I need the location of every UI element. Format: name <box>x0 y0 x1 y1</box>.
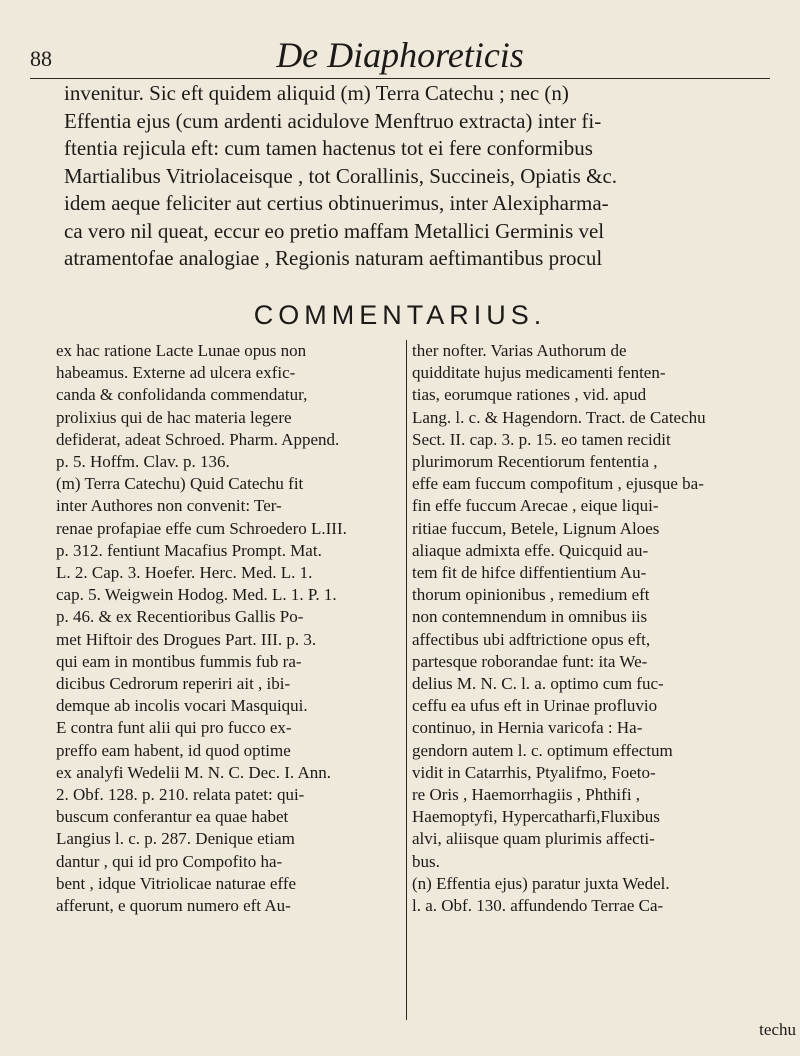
right-column-line: non contemnendum in omnibus iis <box>412 607 648 627</box>
right-column-line: Sect. II. cap. 3. p. 15. eo tamen recidit <box>412 429 671 449</box>
right-column-line: Haemoptyfi, Hypercatharfi,Fluxibus <box>412 807 660 827</box>
left-column-line: prolixius qui de hac materia legere <box>56 407 292 427</box>
left-column-line: defiderat, adeat Schroed. Pharm. Append. <box>56 429 340 449</box>
right-column-line: plurimorum Recentiorum fententia , <box>412 452 658 472</box>
left-column-line: dantur , qui id pro Compofito ha- <box>56 851 283 871</box>
page-header <box>30 10 770 75</box>
page-number: 88 <box>30 46 52 71</box>
left-column-line: E contra funt alii qui pro fucco ex- <box>56 718 292 738</box>
left-column-line: renae profapiae effe cum Schroedero L.III. <box>56 518 347 538</box>
right-column-line: partesque roborandae funt: ita We- <box>412 651 648 671</box>
left-column-line: habeamus. Externe ad ulcera exfic- <box>56 363 296 383</box>
left-column-line: ex analyfi Wedelii M. N. C. Dec. I. Ann. <box>56 762 331 782</box>
text-line: Effentia ejus (cum ardenti acidulove Menftruo extracta) inter fi- <box>64 108 602 133</box>
right-column-line: affectibus ubi adftrictione opus eft, <box>412 629 651 649</box>
right-column-line: delius M. N. C. l. a. optimo cum fuc- <box>412 674 664 694</box>
left-column-line: canda & confolidanda commendatur, <box>56 385 308 405</box>
text-line: ca vero nil queat, eccur eo pretio maffam Metallici Germinis vel <box>64 218 605 243</box>
catchword: techu <box>759 1020 796 1039</box>
right-column-line: quidditate hujus medicamenti fenten- <box>412 363 666 383</box>
right-column-line: gendorn autem l. c. optimum effectum <box>412 740 673 760</box>
right-column-line: vidit in Catarrhis, Ptyalifmo, Foeto- <box>412 762 656 782</box>
text-line: ftentia rejicula eft: cum tamen hactenus tot ei fere conformibus <box>64 136 593 160</box>
column-divider <box>406 340 407 1020</box>
right-column-line: tias, eorumque rationes , vid. apud <box>412 385 647 405</box>
right-column-line: (n) Effentia ejus) paratur juxta Wedel. <box>412 873 670 893</box>
left-column-line: p. 312. fentiunt Macafius Prompt. Mat. <box>56 540 322 560</box>
left-column-line: ex hac ratione Lacte Lunae opus non <box>56 341 307 360</box>
left-column-line: L. 2. Cap. 3. Hoefer. Herc. Med. L. 1. <box>56 563 313 583</box>
left-column-line: preffo eam habent, id quod optime <box>56 740 291 760</box>
text-line: Martialibus Vitriolaceisque , tot Corallinis, Succineis, Opiatis &c. <box>64 163 618 188</box>
right-column-line: bus. <box>412 851 440 871</box>
left-column-line: p. 5. Hoffm. Clav. p. 136. <box>56 452 230 472</box>
left-column-line: (m) Terra Catechu) Quid Catechu fit <box>56 474 304 494</box>
right-column-line: fin effe fuccum Arecae , eique liqui- <box>412 496 659 516</box>
left-column-line: inter Authores non convenit: Ter- <box>56 496 282 516</box>
section-title: COMMENTARIUS. <box>253 300 547 330</box>
right-column-line: Lang. l. c. & Hagendorn. Tract. de Catechu <box>412 407 706 427</box>
left-column-line: buscum conferantur ea quae habet <box>56 807 289 827</box>
left-column-line: dicibus Cedrorum reperiri ait , ibi- <box>56 674 291 694</box>
right-column-line: continuo, in Hernia varicofa : Ha- <box>412 718 643 738</box>
left-column-line: met Hiftoir des Drogues Part. III. p. 3. <box>56 629 317 649</box>
right-column-line: l. a. Obf. 130. affundendo Terrae Ca- <box>412 896 664 916</box>
right-column-line: thorum opinionibus , remedium eft <box>412 585 650 605</box>
left-column-line: 2. Obf. 128. p. 210. relata patet: qui- <box>56 785 305 805</box>
right-column-line: ceffu ea ufus eft in Urinae profluvio <box>412 696 658 716</box>
text-line: invenitur. Sic eft quidem aliquid (m) Terra Catechu ; nec (n) <box>64 81 569 105</box>
text-line: idem aeque feliciter aut certius obtinuerimus, inter Alexipharma- <box>64 191 609 215</box>
right-column-line: aliaque admixta effe. Quicquid au- <box>412 540 649 560</box>
left-column-line: demque ab incolis vocari Masquiqui. <box>56 696 308 716</box>
header-rule <box>30 78 770 79</box>
right-column-line: alvi, aliisque quam plurimis affecti- <box>412 829 655 849</box>
left-column-line: Langius l. c. p. 287. Denique etiam <box>56 829 295 849</box>
left-column-line: p. 46. & ex Recentioribus Gallis Po- <box>56 607 304 627</box>
left-column-line: afferunt, e quorum numero eft Au- <box>56 896 291 916</box>
right-column-line: effe eam fuccum compofitum , ejusque ba- <box>412 474 704 494</box>
running-title: De Diaphoreticis <box>276 35 524 75</box>
right-column <box>412 340 768 917</box>
right-column-line: ther nofter. Varias Authorum de <box>412 341 627 360</box>
commentary-columns <box>56 340 768 1040</box>
right-column-line: re Oris , Haemorrhagiis , Phthifi , <box>412 785 641 805</box>
left-column <box>56 340 402 917</box>
right-column-line: tem fit de hifce diffentientium Au- <box>412 563 647 583</box>
left-column-line: cap. 5. Weigwein Hodog. Med. L. 1. P. 1. <box>56 585 337 605</box>
left-column-line: bent , idque Vitriolicae naturae effe <box>56 873 297 893</box>
text-line: atramentofae analogiae , Regionis naturam aeftimantibus procul <box>64 246 603 270</box>
main-text-block <box>64 80 750 273</box>
left-column-line: qui eam in montibus fummis fub ra- <box>56 651 302 671</box>
right-column-line: ritiae fuccum, Betele, Lignum Aloes <box>412 518 660 538</box>
